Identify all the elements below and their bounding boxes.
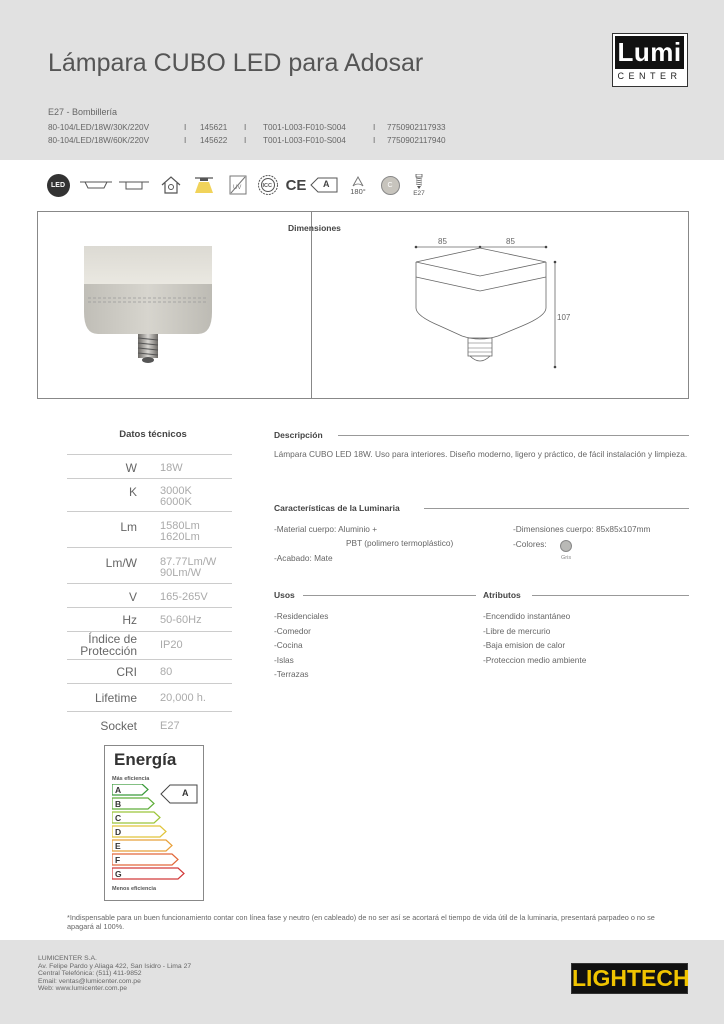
product-figure-box [37,211,689,399]
energy-class-letter: G [115,869,122,879]
section-heading-atributos: Atributos [483,590,521,600]
row-label: Lifetime [94,691,137,705]
company-address: Av. Felipe Pardo y Aliaga 422, San Isidro - Lima 27 [38,962,192,970]
finish-line: -Acabado: Mate [274,553,333,563]
led-badge-icon [46,172,70,198]
row-label: Lm [120,520,137,534]
energy-class-letter: E [115,841,121,851]
reference-code: T001-L003-F010-S004 [263,123,346,132]
item-code: 145622 [200,136,228,145]
beam-angle-value: 180° [350,186,366,196]
color-swatch [560,540,572,552]
row-label: CRI [116,665,137,679]
energy-class-letter: F [115,855,121,865]
energy-class-letter: A [115,785,122,795]
list-item: -Terrazas [274,669,309,679]
color-swatch-icon [378,172,402,198]
description-text: Lámpara CUBO LED 18W. Uso para interiores. Diseño moderno, ligero y práctico, de fácil instalación y limpieza. [274,449,688,459]
energy-rating-arrow [160,784,198,809]
lightech-logo: LIGHTECH [571,963,688,994]
section-rule [338,435,689,436]
table-row [67,660,232,684]
row-value-secondary: 90Lm/W [160,567,201,579]
table-row [67,548,232,584]
row-value: 18W [160,462,183,474]
e27-socket-icon [407,172,431,198]
indoor-house-icon [158,172,184,198]
colors-line: -Colores: [513,539,547,549]
separator: I [244,123,247,132]
model-code: 80-104/LED/18W/30K/220V [48,123,150,132]
ean-code: 7750902117933 [387,123,446,132]
recessed-icon [78,172,114,198]
row-value: E27 [160,720,180,732]
material-line-2: PBT (polimero termoplástico) [346,538,454,548]
list-item: -Baja emision de calor [483,640,566,650]
separator: I [184,136,187,145]
lumicenter-logo [612,33,688,87]
table-row [67,632,232,660]
table-row [67,512,232,548]
list-item: -Comedor [274,625,311,636]
company-email: Email: ventas@lumicenter.com.pe [38,977,141,985]
company-phone: Central Telefónica: (511) 411-9852 [38,970,142,978]
color-swatch-letter: C [381,176,400,195]
energy-class-bar [112,854,178,865]
row-label: W [125,461,137,475]
ean-code: 7750902117940 [387,136,446,145]
row-value: 50-60Hz [160,614,202,626]
energy-class-bar [112,868,184,879]
dimension-width-b: 85 [506,237,515,246]
list-item: -Proteccion medio ambiente [483,654,587,665]
list-item: -Islas [274,654,294,665]
table-row [67,712,232,738]
dimension-height: 107 [557,313,571,322]
more-efficiency-label: Más eficiencia [112,776,150,782]
list-item: -Encendido instantáneo [483,611,571,621]
table-row [67,608,232,632]
item-code: 145621 [200,123,228,132]
row-label: K [128,485,137,499]
section-heading-descripcion: Descripción [274,430,323,440]
list-item: -Libre de mercurio [483,625,551,636]
energy-class-letter: A [323,179,330,189]
list-item: -Residenciales [274,611,329,621]
energy-class-icon [309,172,339,198]
list-item: -Cocina [274,640,303,650]
row-value: 3000K [160,485,192,497]
socket-type: E27 [413,189,425,197]
table-row [67,684,232,712]
ceiling-light-icon [192,172,216,198]
row-value: 1580Lm [160,520,200,532]
surface-icon [117,172,151,198]
row-label: V [128,590,137,604]
uses-list [274,609,328,682]
section-heading-usos: Usos [274,590,295,600]
page-title: Lámpara CUBO LED para Adosar [48,49,424,77]
product-photo [78,242,238,382]
table-row [67,584,232,608]
separator: I [373,123,376,132]
row-value: 165-265V [160,591,208,603]
dimensions-label: Dimensiones [288,223,341,233]
dimension-width-a: 85 [438,237,447,246]
section-rule [303,595,476,596]
section-rule [532,595,689,596]
row-value: 20,000 h. [160,692,206,704]
model-code: 80-104/LED/18W/60K/220V [48,136,150,145]
svg-text:ICC: ICC [262,183,272,189]
row-label: Índice de [88,632,137,646]
dimension-drawing [400,232,590,377]
row-label: Hz [122,613,137,627]
energy-class-letter: C [115,813,122,823]
led-badge-text: LED [47,174,70,197]
row-label-secondary: Protección [80,644,137,658]
company-name: LUMICENTER S.A. [38,955,97,962]
ce-mark-icon: CE [285,176,307,194]
row-value: 80 [160,666,173,678]
table-row [67,455,232,479]
row-value-secondary: 1620Lm [160,531,200,543]
section-rule [424,508,689,509]
company-info [38,955,191,993]
beam-angle-icon [343,172,373,198]
footnote: *Indispensable para un buen funcionamiento contar con línea fase y neutro (en cableado) de no ser así se acortará el tiempo de vida útil de la luminaria, presentará parpadeo o no se apagará al 100%. [67,913,655,931]
less-efficiency-label: Menos eficiencia [112,886,157,892]
separator: I [244,136,247,145]
energy-rating-letter: A [182,788,189,798]
figure-divider [311,212,312,398]
energy-class-bar [112,840,172,851]
body-dimensions-line: -Dimensiones cuerpo: 85x85x107mm [513,524,651,534]
reference-code: T001-L003-F010-S004 [263,136,346,145]
row-value: 87.77Lm/W [160,556,217,568]
row-label: Lm/W [105,556,137,570]
table-row [67,479,232,512]
tech-data-title: Datos técnicos [119,429,187,440]
logo-subword: CENTER [617,71,682,81]
separator: I [373,136,376,145]
page-subtitle: E27 - Bombillería [48,107,118,117]
company-web: Web: www.lumicenter.com.pe [38,985,128,993]
row-value: IP20 [160,639,183,651]
separator: I [184,123,187,132]
energy-label [104,745,204,901]
color-name: Gris [561,555,572,561]
material-line: -Material cuerpo: Aluminio + [274,524,378,534]
energy-class-letter: B [115,799,122,809]
attributes-list [483,609,586,667]
icc-certification-icon [256,172,280,198]
energy-class-letter: D [115,827,122,837]
row-value-secondary: 6000K [160,496,192,508]
row-label: Socket [100,719,137,733]
svg-text:UV: UV [233,185,242,191]
section-heading-caracteristicas: Características de la Luminaria [274,503,400,513]
no-uv-icon [226,172,250,198]
energy-title: Energía [114,750,177,769]
logo-word: Lumi [615,36,684,69]
